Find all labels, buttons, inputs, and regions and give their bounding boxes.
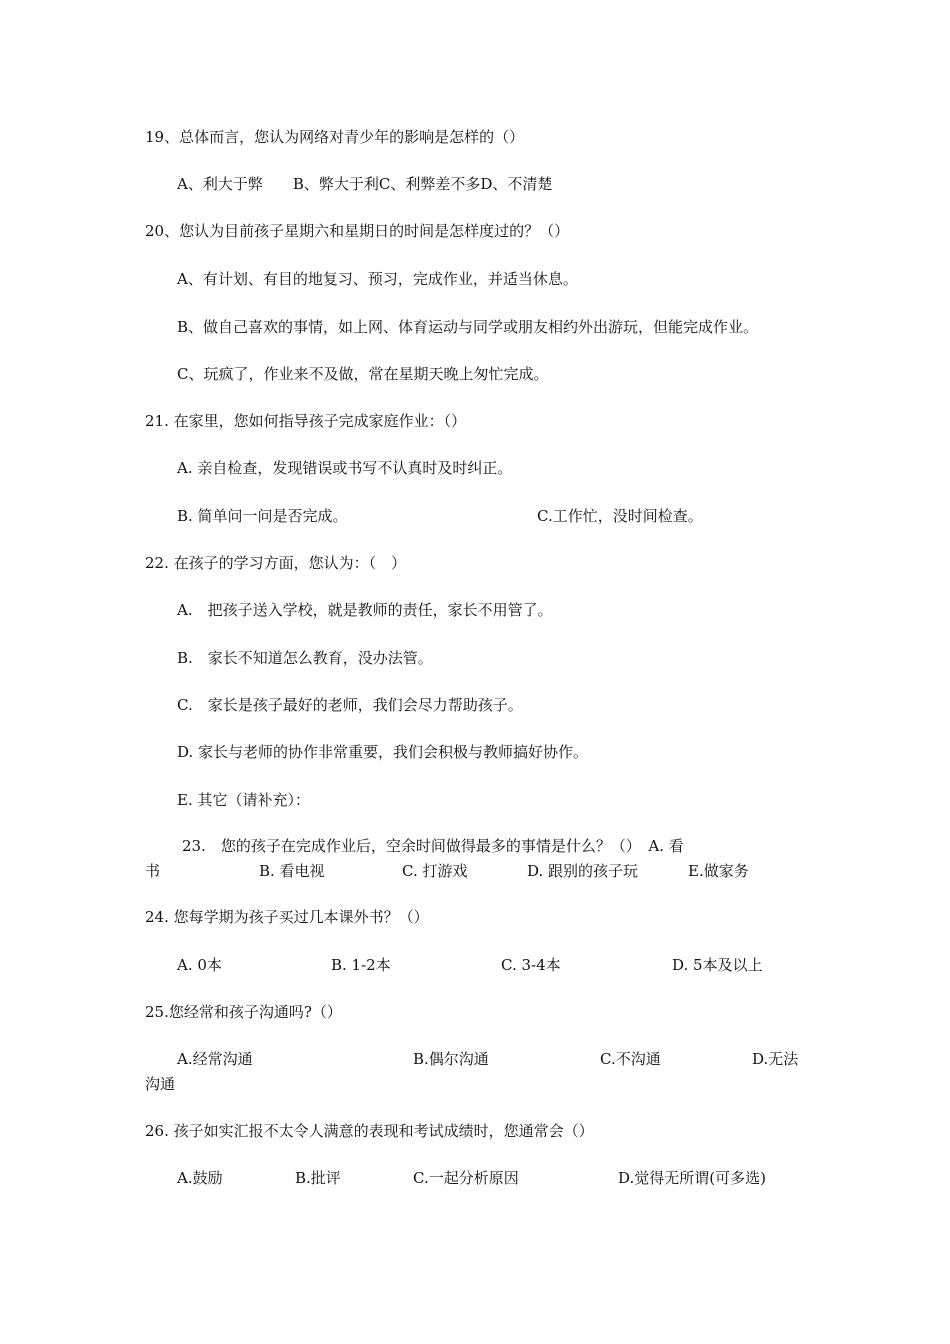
question-23-option-d: D. 跟别的孩子玩	[527, 862, 639, 880]
question-24-option-b: B. 1-2本	[331, 956, 391, 974]
question-21-option-b: B. 简单问一问是否完成。	[177, 507, 348, 525]
question-23-wrap: 书	[145, 862, 161, 880]
question-25: 25.您经常和孩子沟通吗?（）	[145, 1003, 342, 1021]
question-25-option-a: A.经常沟通	[177, 1050, 253, 1068]
question-22-option-e: E. 其它（请补充）：	[177, 791, 310, 809]
question-21: 21. 在家里，您如何指导孩子完成家庭作业：（）	[145, 412, 467, 430]
question-24: 24. 您每学期为孩子买过几本课外书？（）	[145, 908, 429, 926]
question-26-option-a: A.鼓励	[177, 1169, 223, 1187]
question-22-option-c: C. 家长是孩子最好的老师，我们会尽力帮助孩子。	[177, 696, 523, 714]
question-25-option-c: C.不沟通	[600, 1050, 661, 1068]
question-22-option-a: A. 把孩子送入学校，就是教师的责任，家长不用管了。	[177, 601, 553, 619]
question-20-option-c: C、玩疯了，作业来不及做，常在星期天晚上匆忙完成。	[177, 365, 549, 383]
question-24-option-a: A. 0本	[177, 956, 222, 974]
question-24-option-d: D. 5本及以上	[672, 956, 763, 974]
question-23-option-c: C. 打游戏	[402, 862, 468, 880]
question-22-option-b: B. 家长不知道怎么教育，没办法管。	[177, 649, 433, 667]
question-22-option-d: D. 家长与老师的协作非常重要，我们会积极与教师搞好协作。	[177, 743, 589, 761]
question-25-option-b: B.偶尔沟通	[413, 1050, 489, 1068]
question-23: 23. 您的孩子在完成作业后，空余时间做得最多的事情是什么？（） A. 看	[182, 837, 684, 855]
question-24-option-c: C. 3-4本	[501, 956, 561, 974]
question-19-options: A、利大于弊 B、弊大于利C、利弊差不多D、不清楚	[177, 175, 553, 193]
question-19: 19、总体而言，您认为网络对青少年的影响是怎样的（）	[145, 128, 525, 146]
question-21-option-c: C.工作忙，没时间检查。	[537, 507, 703, 525]
question-26-option-b: B.批评	[295, 1169, 341, 1187]
question-26: 26. 孩子如实汇报不太令人满意的表现和考试成绩时，您通常会（）	[145, 1122, 594, 1140]
question-22: 22. 在孩子的学习方面，您认为：（ ）	[145, 554, 407, 572]
question-23-option-e: E.做家务	[688, 862, 749, 880]
question-21-option-a: A. 亲自检查，发现错误或书写不认真时及时纠正。	[177, 459, 513, 477]
question-20-option-a: A、有计划、有目的地复习、预习，完成作业，并适当休息。	[177, 270, 578, 288]
question-26-option-d: D.觉得无所谓(可多选)	[618, 1169, 766, 1187]
question-20: 20、您认为目前孩子星期六和星期日的时间是怎样度过的？（）	[145, 222, 570, 240]
question-25-wrap: 沟通	[145, 1075, 176, 1093]
question-20-option-b: B、做自己喜欢的事情，如上网、体育运动与同学或朋友相约外出游玩，但能完成作业。	[177, 318, 759, 336]
question-26-option-c: C.一起分析原因	[413, 1169, 519, 1187]
question-23-option-b: B. 看电视	[259, 862, 325, 880]
question-25-option-d: D.无法	[752, 1050, 799, 1068]
